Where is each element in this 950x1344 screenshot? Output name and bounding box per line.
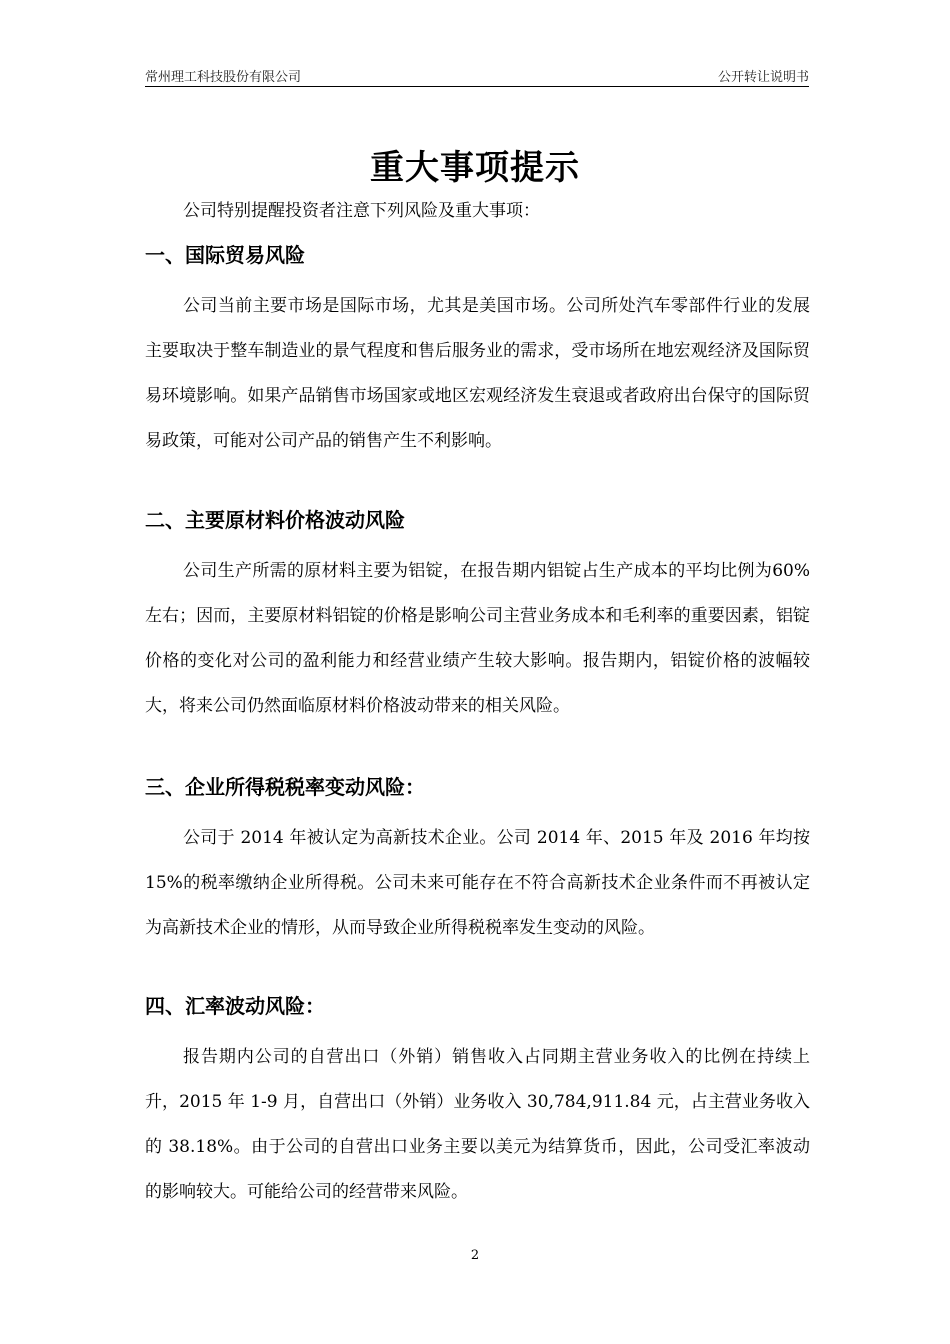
header-company-name: 常州理工科技股份有限公司: [145, 70, 302, 85]
section-heading: 三、企业所得税税率变动风险：: [145, 775, 425, 799]
section-raw-material-price-risk: [145, 505, 810, 729]
page-header: [145, 64, 809, 87]
section-body: 公司于 2014 年被认定为高新技术企业。公司 2014 年、2015 年及 2016 年均按 15%的税率缴纳企业所得税。公司未来可能存在不符合高新技术企业条件而不再被认定为高新技术企业的情形，从而导致企业所得税税率发生变动的风险。: [145, 828, 810, 938]
section-heading: 一、国际贸易风险: [145, 243, 305, 267]
section-income-tax-rate-risk: [145, 772, 810, 951]
intro-text: 公司特别提醒投资者注意下列风险及重大事项：: [183, 201, 540, 221]
section-body: 报告期内公司的自营出口（外销）销售收入占同期主营业务收入的比例在持续上升，2015 年 1-9 月，自营出口（外销）业务收入 30,784,911.84 元，占主营业务收入的 38.18%。由于公司的自营出口业务主要以美元为结算货币，因此，公司受汇率波动的影响较大。可能给公司的经营带来风险。: [145, 1047, 810, 1202]
section-body: 公司当前主要市场是国际市场，尤其是美国市场。公司所处汽车零部件行业的发展主要取决于整车制造业的景气程度和售后服务业的需求，受市场所在地宏观经济及国际贸易环境影响。如果产品销售市场国家或地区宏观经济发生衰退或者政府出台保守的国际贸易政策，可能对公司产品的销售产生不利影响。: [145, 296, 810, 451]
header-document-type: 公开转让说明书: [717, 70, 809, 85]
section-heading: 四、汇率波动风险：: [145, 994, 325, 1018]
page-title: 重大事项提示: [370, 148, 580, 188]
page-number: 2: [470, 1248, 480, 1263]
section-exchange-rate-risk: [145, 991, 810, 1215]
section-heading: 二、主要原材料价格波动风险: [145, 508, 405, 532]
section-international-trade-risk: [145, 240, 810, 464]
section-body: 公司生产所需的原材料主要为铝锭，在报告期内铝锭占生产成本的平均比例为60%左右；因而，主要原材料铝锭的价格是影响公司主营业务成本和毛利率的重要因素，铝锭价格的变化对公司的盈利能力和经营业绩产生较大影响。报告期内，铝锭价格的波幅较大，将来公司仍然面临原材料价格波动带来的相关风险。: [145, 561, 810, 716]
